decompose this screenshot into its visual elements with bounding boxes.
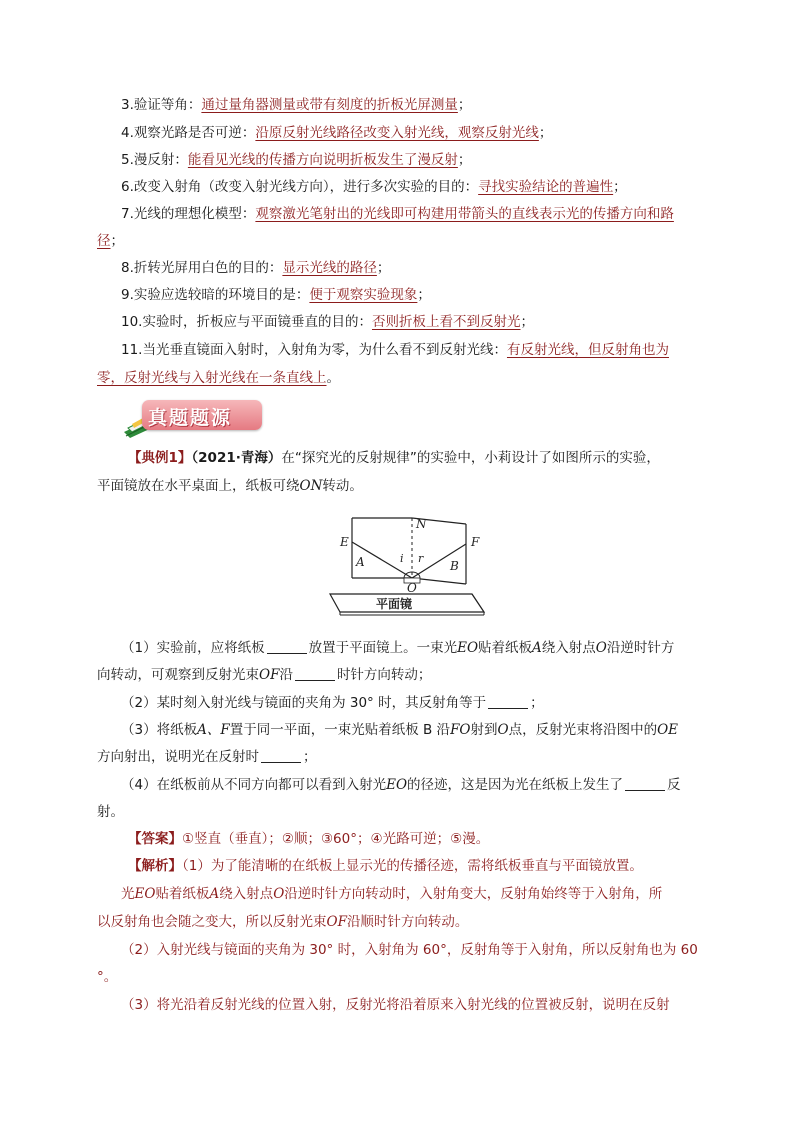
q3-text-3: 射到 — [470, 722, 498, 738]
answer-text: ①竖直（垂直）；②顺；③60°；④光路可逆；⑤漫。 — [182, 831, 490, 847]
question-4-line-1 — [121, 775, 681, 795]
analysis-p3-b: °。 — [97, 969, 118, 985]
item-8 — [121, 258, 390, 278]
q1-a: A — [532, 640, 542, 656]
item-11-line-1 — [121, 340, 669, 360]
example-tag: 【典例1】 — [128, 450, 192, 466]
answer-blank-4 — [261, 748, 301, 763]
analysis-p1: （1）为了能清晰的在纸板上显示光的传播径迹，需将纸板垂直与平面镜放置。 — [182, 858, 643, 874]
item-5-answer: 能看见光线的传播方向说明折板发生了漫反射 — [187, 152, 458, 168]
item-3 — [121, 95, 471, 115]
example-intro-line-1 — [128, 448, 660, 468]
item-7-line-2 — [97, 231, 124, 251]
analysis-line-4 — [121, 940, 698, 960]
q3-text-1: （3）将纸板 — [121, 722, 198, 738]
q1-text-3: 贴着纸板 — [478, 640, 533, 656]
item-6-suffix: ； — [613, 179, 627, 195]
example-intro-b-2: 转动。 — [322, 478, 363, 494]
item-11-answer-a: 有反射光线，但反射角也为 — [506, 342, 669, 358]
q3-fo: FO — [450, 722, 471, 738]
q1-text-8: 时针方向转动； — [336, 667, 432, 683]
label-r: r — [418, 552, 424, 565]
question-3-line-1 — [121, 720, 678, 740]
question-2 — [121, 693, 544, 713]
q1-text-1: （1）实验前，应将纸板 — [121, 640, 265, 656]
item-7-line-1 — [121, 204, 674, 224]
item-4-suffix: ； — [538, 125, 553, 141]
label-f: F — [471, 535, 480, 549]
item-6 — [121, 177, 627, 197]
question-4-line-2 — [97, 802, 124, 822]
analysis-p2-5: 以反射角也会随之变大，所以反射光束 — [97, 914, 327, 930]
q3-text-4: 点，反射光束将沿图中的 — [508, 722, 658, 738]
q3-oe: OE — [657, 722, 679, 738]
q1-o: O — [595, 640, 607, 656]
answer-blank-3 — [488, 694, 528, 709]
item-10 — [121, 312, 534, 332]
analysis-line-5 — [97, 967, 117, 987]
analysis-line-3 — [97, 912, 468, 932]
q3-o: O — [497, 722, 509, 738]
item-9-prefix: 9.实验应选较暗的环境目的是： — [121, 287, 310, 303]
label-b: B — [450, 559, 459, 573]
item-7-answer-a: 观察激光笔射出的光线即可构建用带箭头的直线表示光的传播方向和路 — [255, 206, 674, 222]
example-intro-a: 在“探究光的反射规律”的实验中，小莉设计了如图所示的实验， — [281, 450, 660, 466]
answer-blank-1 — [267, 639, 307, 654]
q3-text-2: 置于同一平面，一束光贴着纸板 B 沿 — [229, 722, 451, 738]
item-7-prefix: 7.光线的理想化模型： — [121, 206, 256, 222]
item-6-answer: 寻找实验结论的普遍性 — [478, 179, 614, 195]
item-8-answer: 显示光线的路径 — [282, 260, 377, 276]
label-e: E — [340, 535, 349, 549]
item-11-prefix: 11.当光垂直镜面入射时，入射角为零，为什么看不到反射光线： — [121, 342, 507, 358]
analysis-p3-a: （2）入射光线与镜面的夹角为 30° 时，入射角为 60°，反射角等于入射角，所以反射角也为 60 — [121, 942, 698, 958]
question-1-line-2 — [97, 665, 431, 685]
q4-text-3: 反 — [667, 777, 681, 793]
item-4-prefix: 4.观察光路是否可逆： — [121, 125, 256, 141]
item-3-answer: 通过量角器测量或带有刻度的折板光屏测量 — [201, 97, 458, 113]
label-i: i — [400, 552, 404, 565]
question-3-line-2 — [97, 747, 317, 767]
q4-text-4: 射。 — [97, 804, 124, 820]
q3-af: A、F — [197, 722, 230, 738]
section-banner — [122, 398, 264, 438]
question-1-line-1 — [121, 638, 674, 658]
example-intro-line-2 — [97, 476, 363, 496]
item-7-answer-b: 径 — [97, 233, 111, 249]
item-9 — [121, 285, 431, 305]
example-intro-b-1: 平面镜放在水平桌面上，纸板可绕 — [97, 478, 300, 494]
analysis-tag: 【解析】 — [128, 858, 182, 874]
item-10-answer: 否则折板上看不到反射光 — [371, 314, 521, 330]
analysis-line-2 — [121, 884, 662, 904]
label-n: N — [416, 517, 427, 531]
analysis-p2-2: 贴着纸板 — [155, 886, 210, 902]
answer-line — [128, 829, 489, 849]
item-3-suffix: ； — [457, 97, 472, 113]
answer-blank-5 — [625, 776, 665, 791]
item-9-answer: 便于观察实验现象 — [309, 287, 418, 303]
q1-text-7: 沿 — [279, 667, 293, 683]
analysis-line-1 — [128, 856, 643, 876]
label-a: A — [356, 555, 365, 569]
item-5-prefix: 5.漫反射： — [121, 152, 188, 168]
analysis-p2-4: 沿逆时针方向转动时，入射角变大，反射角始终等于入射角，所 — [284, 886, 663, 902]
item-7-suffix: ； — [110, 233, 124, 249]
q2-text-2: ； — [530, 695, 544, 711]
item-11-answer-b: 零，反射光线与入射光线在一条直线上 — [97, 370, 327, 386]
answer-blank-2 — [295, 666, 335, 681]
example-intro-on: ON — [299, 478, 323, 494]
item-5 — [121, 150, 471, 170]
q2-text-1: （2）某时刻入射光线与镜面的夹角为 30° 时，其反射角等于 — [121, 695, 487, 711]
q1-text-5: 沿逆时针方 — [606, 640, 675, 656]
item-9-suffix: ； — [417, 287, 431, 303]
q1-text-6: 向转动，可观察到反射光束 — [97, 667, 259, 683]
q1-text-4: 绕入射点 — [541, 640, 596, 656]
analysis-p2-eo: EO — [134, 886, 156, 902]
q1-text-2: 放置于平面镜上。一束光 — [308, 640, 458, 656]
q3-text-6: ； — [303, 749, 317, 765]
q4-text-2: 的径迹，这是因为光在纸板上发生了 — [407, 777, 624, 793]
answer-tag: 【答案】 — [128, 831, 182, 847]
item-11-line-2 — [97, 368, 340, 388]
item-5-suffix: ； — [457, 152, 472, 168]
analysis-p2-1: 光 — [121, 886, 135, 902]
label-o: O — [407, 581, 417, 595]
reflection-diagram — [326, 512, 486, 616]
item-10-prefix: 10.实验时，折板应与平面镜垂直的目的： — [121, 314, 372, 330]
reflection-diagram-svg — [326, 512, 486, 616]
item-8-suffix: ； — [376, 260, 391, 276]
q1-of: OF — [259, 667, 280, 683]
analysis-line-6 — [121, 995, 670, 1015]
item-6-prefix: 6.改变入射角（改变入射光线方向），进行多次实验的目的： — [121, 179, 479, 195]
analysis-p2-o: O — [273, 886, 285, 902]
analysis-p2-3: 绕入射点 — [219, 886, 274, 902]
analysis-p4: （3）将光沿着反射光线的位置入射，反射光将沿着原来入射光线的位置被反射，说明在反射 — [121, 997, 670, 1013]
banner-label: 真题题源 — [148, 407, 233, 429]
analysis-p2-a: A — [209, 886, 220, 902]
q3-text-5: 方向射出，说明光在反射时 — [97, 749, 259, 765]
q4-text-1: （4）在纸板前从不同方向都可以看到入射光 — [121, 777, 387, 793]
item-11-suffix: 。 — [326, 370, 340, 386]
label-mirror: 平面镜 — [376, 597, 413, 611]
q1-eo: EO — [457, 640, 479, 656]
analysis-p2-of: OF — [326, 914, 347, 930]
item-3-prefix: 3.验证等角： — [121, 97, 202, 113]
item-10-suffix: ； — [520, 314, 534, 330]
item-8-prefix: 8.折转光屏用白色的目的： — [121, 260, 283, 276]
example-source: （2021·青海） — [191, 450, 282, 466]
item-4-answer: 沿原反射光线路径改变入射光线，观察反射光线 — [255, 125, 539, 141]
q4-eo: EO — [386, 777, 408, 793]
analysis-p2-6: 沿顺时针方向转动。 — [346, 914, 469, 930]
item-4 — [121, 123, 552, 143]
